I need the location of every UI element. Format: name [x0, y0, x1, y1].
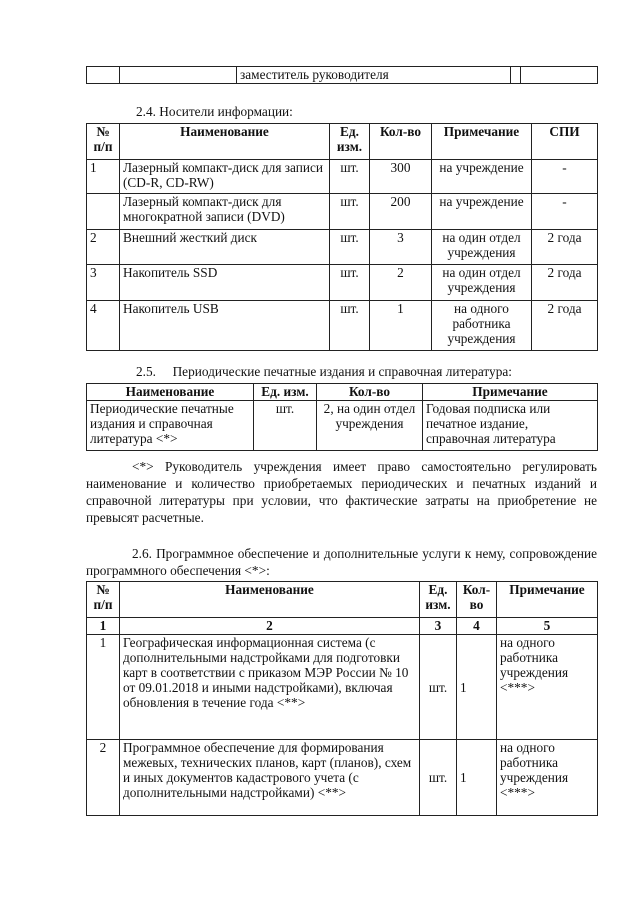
col-unit: Ед. изм. [420, 582, 457, 618]
table-row: 1 Географическая информационная система (с дополнительными надстройками для подготовки карт в соответствии с приказом МЭР России № 10 от 09.01.2018 и иными надстройками), включая обновления в течение года <**> шт. 1 на одного работника учреждения <***> [87, 635, 598, 740]
col-note: Примечание [432, 124, 532, 160]
col-name: Наименование [87, 384, 254, 401]
section-2-4-heading: 2.4. Носители информации: [136, 104, 293, 119]
table-row: 2 Программное обеспечение для формирования межевых, технических планов, карт (планов), схем и иных документов кадастрового учета (с дополнительными надстройками) <**> шт. 1 на одного работника учреждения <***> [87, 740, 598, 816]
col-qty: Кол-во [317, 384, 423, 401]
col-note: Примечание [423, 384, 598, 401]
col-name: Наименование [120, 124, 330, 160]
col-num: № п/п [87, 124, 120, 160]
column-numbers-row: 1 2 3 4 5 [87, 618, 598, 635]
table-row: Периодические печатные издания и справочная литература <*> шт. 2, на один отдел учреждения Годовая подписка или печатное издание, справочная литература [87, 401, 598, 451]
col-qty: Кол-во [457, 582, 497, 618]
col-qty: Кол-во [370, 124, 432, 160]
col-note: Примечание [497, 582, 598, 618]
footnote: <*> Руководитель учреждения имеет право самостоятельно регулировать наименование и количество приобретаемых периодических и печатных изданий и справочной литературы при условии, что фактические затраты на приобретение не превысят расчетные. [86, 459, 597, 525]
table-row: Лазерный компакт-диск для многократной записи (DVD) шт. 200 на учреждение - [87, 194, 598, 230]
periodicals-table [86, 383, 598, 451]
col-num: № п/п [87, 582, 120, 618]
software-table [86, 581, 598, 816]
table-row: 4 Накопитель USB шт. 1 на одного работника учреждения 2 года [87, 301, 598, 351]
media-table [86, 123, 598, 351]
col-name: Наименование [120, 582, 420, 618]
section-2-6-heading: 2.6. Программное обеспечение и дополнительные услуги к нему, сопровождение программного обеспечения <*>: [86, 546, 597, 578]
top-row-table [86, 66, 598, 84]
col-spi: СПИ [532, 124, 598, 160]
section-2-5-heading: 2.5. Периодические печатные издания и справочная литература: [136, 364, 512, 379]
table-row: 1 Лазерный компакт-диск для записи (CD-R, CD-RW) шт. 300 на учреждение - [87, 160, 598, 194]
table-row: 3 Накопитель SSD шт. 2 на один отдел учреждения 2 года [87, 265, 598, 301]
table-row: 2 Внешний жесткий диск шт. 3 на один отдел учреждения 2 года [87, 230, 598, 265]
top-row-text: заместитель руководителя [237, 67, 511, 84]
col-unit: Ед. изм. [330, 124, 370, 160]
col-unit: Ед. изм. [254, 384, 317, 401]
